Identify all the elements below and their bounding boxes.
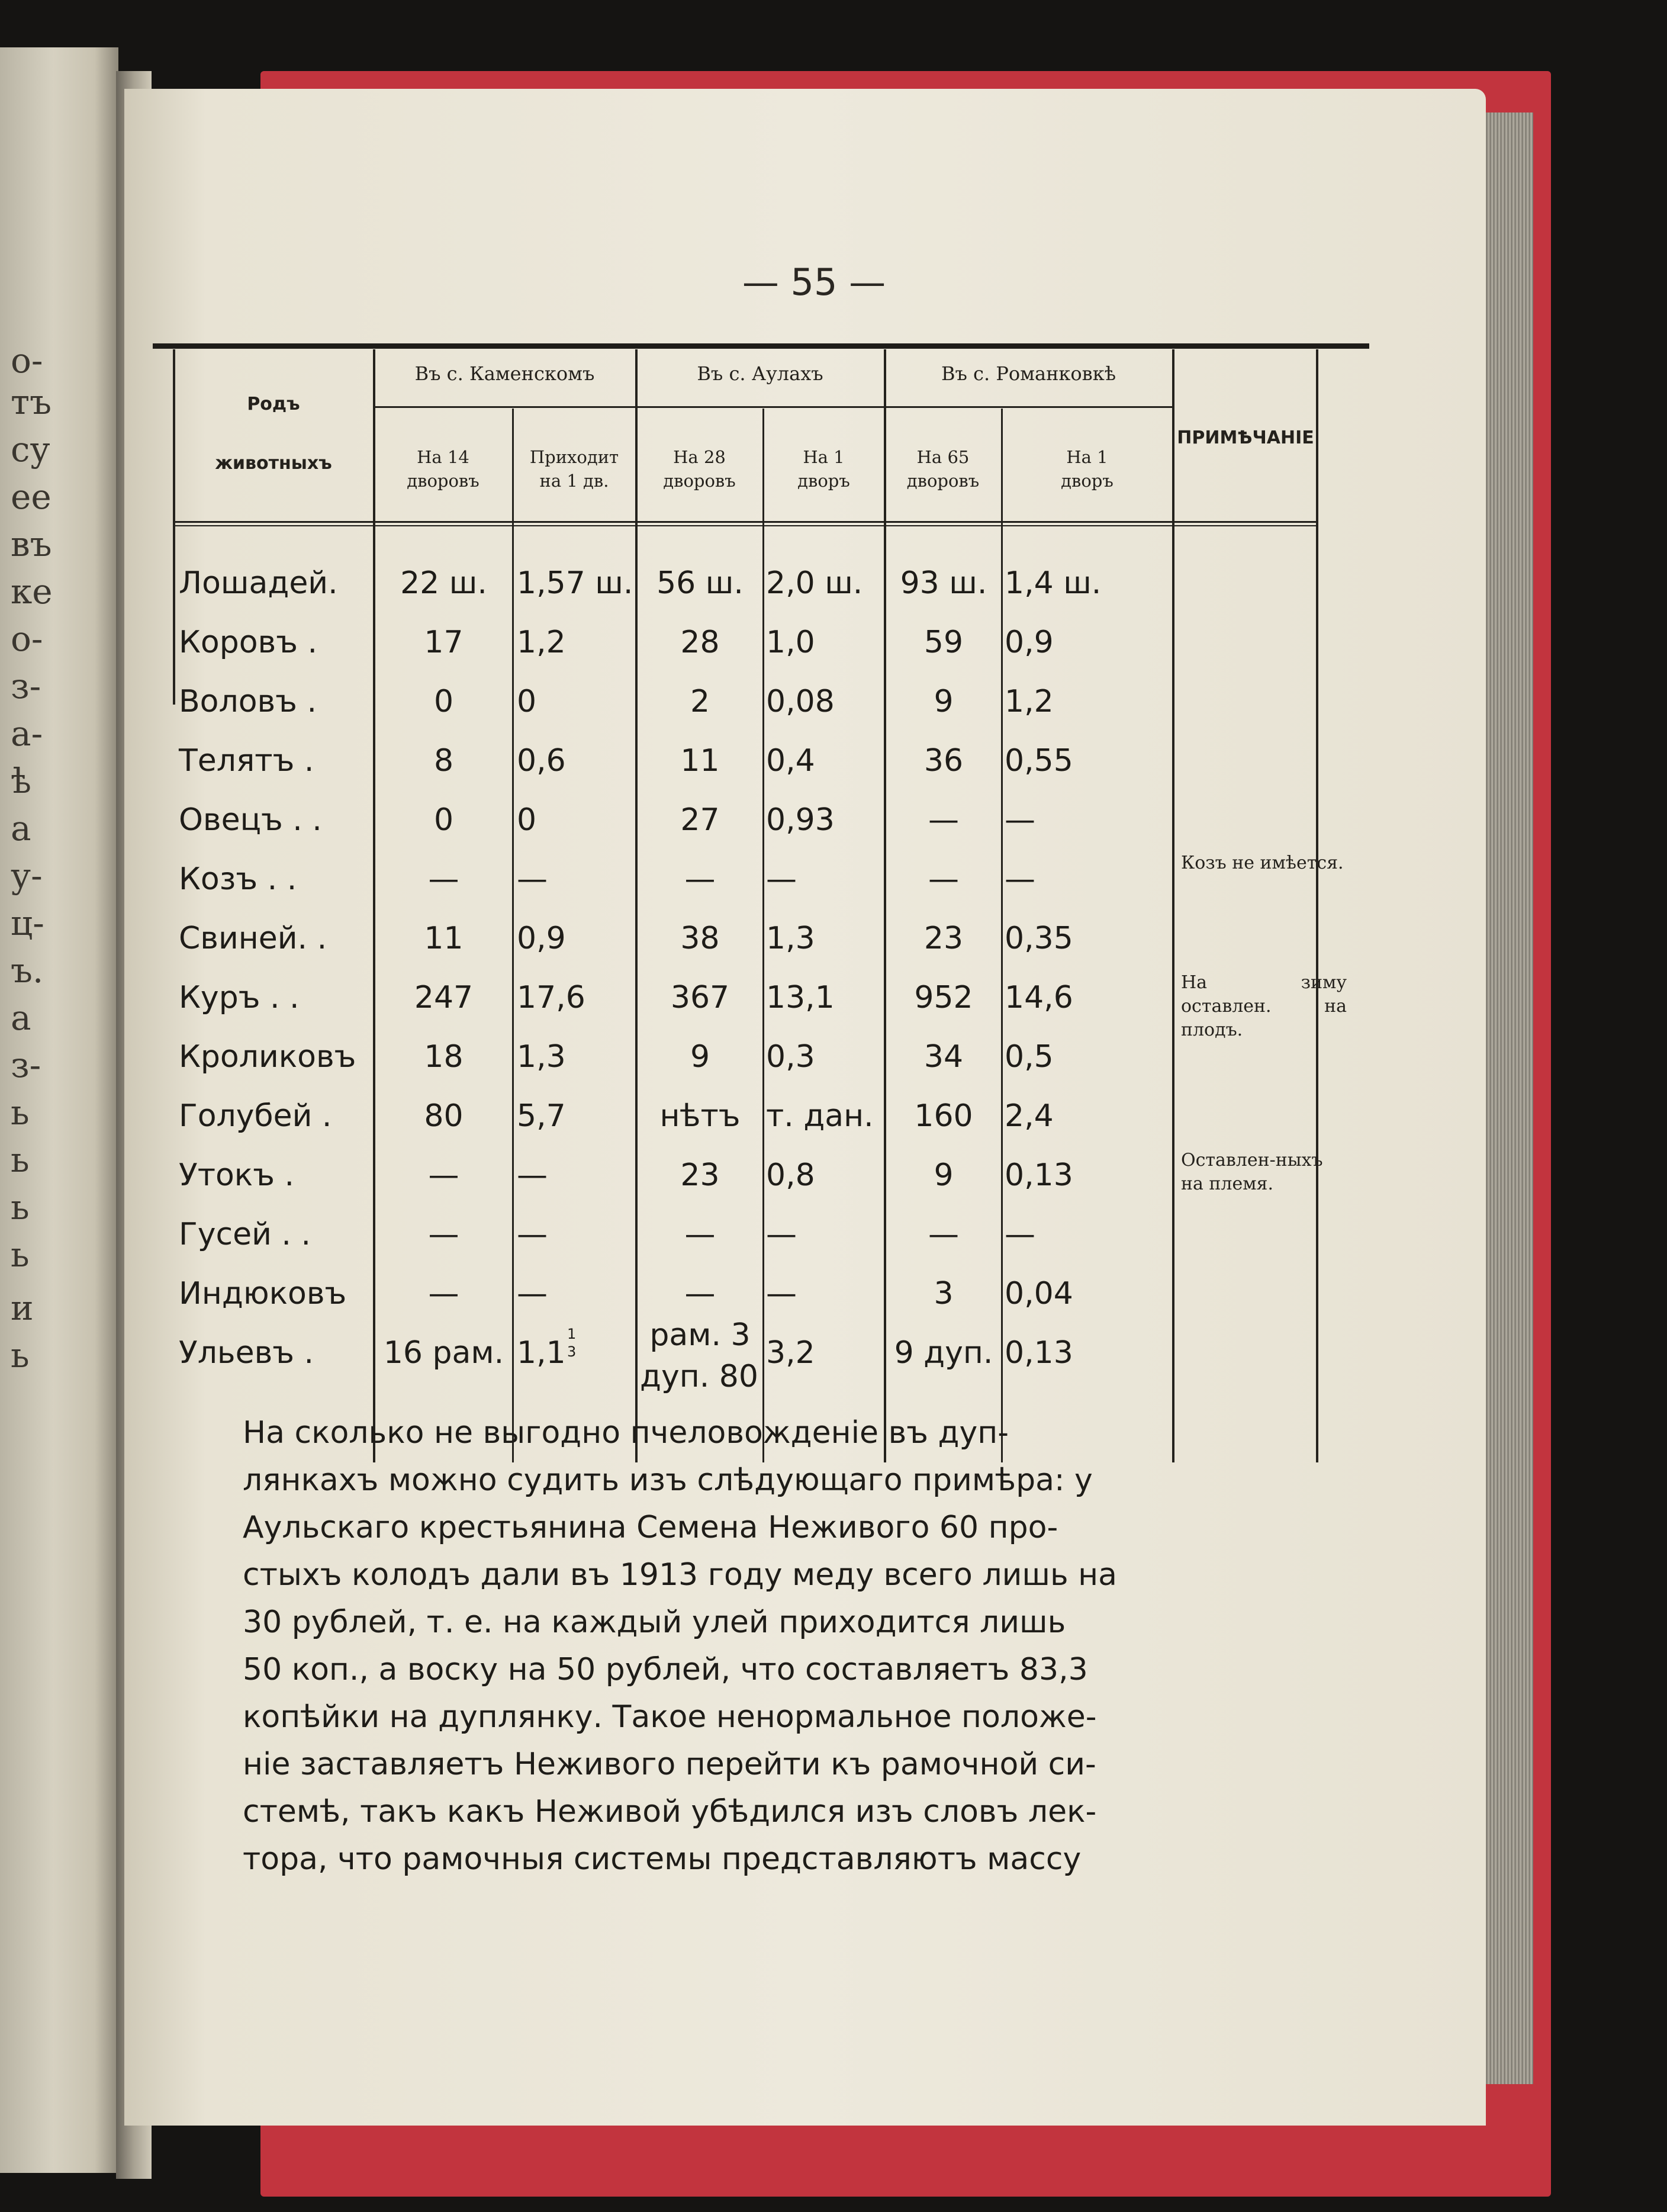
kamensk-per-yard: 1,1 [517,1335,566,1371]
auly-total: 2 [690,684,710,719]
left-page [0,47,118,2173]
row-label: Утокъ . [179,1158,294,1193]
header-village-kamenskoe: Въ с. Каменскомъ [414,362,595,385]
paragraph-line: тора, что рамочныя системы представляютъ массу [243,1841,1082,1877]
fraction-denominator: 3 [567,1343,577,1360]
kamensk-total: 17 [424,625,464,660]
kamensk-total: 8 [433,743,454,779]
row-label: Ульевъ . [179,1335,314,1371]
left-page-fragment: ѣ [11,761,31,801]
header-animal-kind-1: Родъ [247,394,300,414]
auly-total: нѣтъ [659,1098,741,1134]
kamensk-total: 16 рам. [383,1335,504,1371]
romankovka-total: 9 [934,684,954,719]
auly-total: 11 [680,743,720,779]
left-page-fragment: ке [11,571,53,612]
romankovka-total: — [928,802,959,838]
table-right-border [1316,349,1318,1462]
kamensk-total: 80 [424,1098,464,1134]
auly-total: рам. 3 [649,1317,751,1353]
subheader-cell: На 14 дворовъ [407,447,479,491]
kamensk-per-yard: 0,9 [517,921,566,956]
fraction-numerator: 1 [567,1326,577,1342]
kamensk-per-yard: 1,57 ш. [517,565,633,601]
row-label: Телятъ . [179,743,314,779]
kamensk-per-yard: 5,7 [517,1098,566,1134]
auly-total: 23 [680,1158,720,1193]
row-label: Кроликовъ [179,1039,356,1075]
kamensk-total: — [428,1158,459,1193]
note-goats: Козъ не имѣется. [1181,853,1344,873]
kamensk-total: — [428,861,459,897]
romankovka-total: 160 [914,1098,973,1134]
header-animal-kind-2: животныхъ [215,453,332,474]
row-label: Воловъ . [179,684,317,719]
page-content [142,89,1480,2126]
kamensk-per-yard: 1,3 [517,1039,566,1075]
auly-total: 56 ш. [656,565,744,601]
auly-per-yard: — [766,1217,797,1252]
auly-per-yard: 0,8 [766,1158,815,1193]
romankovka-total: 9 дуп. [894,1335,993,1371]
kamensk-per-yard: 17,6 [517,980,585,1015]
table-header-rule [173,521,1316,523]
auly-total: 27 [680,802,720,838]
auly-total: — [684,861,716,897]
left-page-fragment: з- [11,666,41,706]
kamensk-total: — [428,1276,459,1311]
left-page-fragment: о- [11,619,43,659]
paragraph-line: лянкахъ можно судить изъ слѣдующаго примѣра: у [243,1462,1093,1498]
auly-total: 38 [680,921,720,956]
romankovka-per-yard: — [1005,861,1035,897]
romankovka-per-yard: 1,4 ш. [1005,565,1102,601]
row-label: Индюковъ [179,1276,347,1311]
page-number: — 55 — [742,261,886,304]
auly-total: 367 [670,980,730,1015]
romankovka-per-yard: 0,13 [1005,1335,1073,1371]
auly-per-yard: т. дан. [766,1098,874,1134]
auly-per-yard: — [766,1276,797,1311]
left-page-fragment: ь [11,1140,30,1180]
paragraph-line: 50 коп., а воску на 50 рублей, что составляетъ 83,3 [243,1652,1088,1687]
romankovka-per-yard: 0,55 [1005,743,1073,779]
auly-per-yard: 0,93 [766,802,835,838]
left-page-fragment: ь [11,1092,30,1133]
romankovka-per-yard: 14,6 [1005,980,1073,1015]
paragraph-line: стемѣ, такъ какъ Неживой убѣдился изъ словъ лек- [243,1794,1097,1830]
romankovka-total: 9 [934,1158,954,1193]
kamensk-per-yard: — [517,1217,548,1252]
auly-total: — [684,1217,716,1252]
auly-total: — [684,1276,716,1311]
romankovka-total: 23 [923,921,964,956]
village-subheader-rule [373,406,1172,408]
auly-per-yard: 0,08 [766,684,835,719]
ulyev-dup-value: дуп. 80 [640,1359,758,1394]
romankovka-per-yard: 2,4 [1005,1098,1054,1134]
left-page-fragment: у- [11,856,43,896]
paragraph-line: ніе заставляетъ Неживого перейти къ рамочной си- [243,1747,1096,1782]
romankovka-total: 3 [934,1276,954,1311]
table-top-rule [153,343,1369,349]
romankovka-per-yard: 0,9 [1005,625,1054,660]
romankovka-total: 59 [923,625,964,660]
left-page-fragment: а [11,998,31,1038]
kamensk-per-yard: — [517,1276,548,1311]
subheader-cell: На 1 дворъ [1061,447,1114,491]
row-label: Овецъ . . [179,802,322,838]
auly-per-yard: 3,2 [766,1335,815,1371]
kamensk-total: 0 [433,802,454,838]
kamensk-total: 0 [433,684,454,719]
left-page-fragment: ь [11,1187,30,1227]
left-page-fragment: ь [11,1335,30,1375]
kamensk-per-yard: 0 [517,802,537,838]
row-label: Голубей . [179,1098,332,1134]
left-page-fragment: и [11,1288,34,1328]
note-chickens: На зиму оставлен. на плодъ. [1181,972,1347,1040]
paragraph-line: На сколько не выгодно пчеловожденіе въ дуп- [243,1415,1009,1451]
auly-per-yard: 2,0 ш. [766,565,863,601]
row-label: Свиней. . [179,921,327,956]
romankovka-per-yard: — [1005,802,1035,838]
paragraph-line: копѣйки на дуплянку. Такое ненормальное положе- [243,1699,1097,1735]
left-page-fragment: ъ. [11,950,44,991]
header-village-auly: Въ с. Аулахъ [697,362,823,385]
paragraph-line: 30 рублей, т. е. на каждый улей приходится лишь [243,1605,1066,1640]
left-page-fragment: тъ [11,382,52,422]
table-header-rule-double [173,525,1316,526]
row-label: Гусей . . [179,1217,311,1252]
romankovka-per-yard: 0,5 [1005,1039,1054,1075]
romankovka-per-yard: 0,35 [1005,921,1073,956]
header-note: ПРИМѢЧАНІЕ [1177,427,1314,448]
kamensk-per-yard: — [517,861,548,897]
kamensk-per-yard: 1,2 [517,625,566,660]
subheader-cell: На 1 дворъ [797,447,850,491]
col-divider [1172,349,1174,1462]
left-page-fragment: въ [11,524,52,564]
left-page-fragment: ь [11,1234,30,1275]
subheader-cell: Приходит на 1 дв. [529,447,619,491]
kamensk-total: 22 ш. [400,565,487,601]
left-page-fragment: ц- [11,903,44,943]
row-label: Козъ . . [179,861,297,897]
kamensk-per-yard: 0,6 [517,743,566,779]
auly-total: 9 [690,1039,710,1075]
auly-per-yard: 0,3 [766,1039,815,1075]
header-village-romankovka: Въ с. Романковкѣ [941,362,1116,385]
subheader-cell: На 28 дворовъ [663,447,736,491]
romankovka-per-yard: 0,13 [1005,1158,1073,1193]
row-label: Коровъ . [179,625,317,660]
auly-per-yard: 0,4 [766,743,815,779]
row-label: Куръ . . [179,980,300,1015]
romankovka-total: 952 [914,980,973,1015]
romankovka-per-yard: — [1005,1217,1035,1252]
romankovka-total: — [928,1217,959,1252]
body-paragraph [243,1409,1344,1883]
kamensk-per-yard: 0 [517,684,537,719]
left-page-fragment: о- [11,340,43,381]
left-page-fragment: су [11,429,50,470]
kamensk-per-yard: — [517,1158,548,1193]
paragraph-line: стыхъ колодъ дали въ 1913 году меду всего лишь на [243,1557,1118,1593]
kamensk-total: 11 [424,921,464,956]
left-page-fragment: а [11,808,31,848]
romankovka-per-yard: 1,2 [1005,684,1054,719]
auly-per-yard: — [766,861,797,897]
note-ducks: Оставлен-ныхъ на племя. [1181,1150,1323,1194]
romankovka-total: 34 [923,1039,964,1075]
kamensk-total: 247 [414,980,474,1015]
left-page-fragment: а- [11,713,43,754]
paragraph-line: Аульскаго крестьянина Семена Неживого 60 про- [243,1510,1058,1545]
auly-per-yard: 13,1 [766,980,835,1015]
romankovka-total: 93 ш. [900,565,987,601]
row-label: Лошадей. [179,565,338,601]
auly-per-yard: 1,3 [766,921,815,956]
table-left-border [173,349,175,705]
subheader-cell: На 65 дворовъ [906,447,980,491]
romankovka-per-yard: 0,04 [1005,1276,1073,1311]
kamensk-total: — [428,1217,459,1252]
left-page-fragment: з- [11,1045,41,1085]
left-page-fragment: ее [11,477,52,517]
romankovka-total: — [928,861,959,897]
auly-per-yard: 1,0 [766,625,815,660]
kamensk-total: 18 [424,1039,464,1075]
auly-total: 28 [680,625,720,660]
romankovka-total: 36 [923,743,964,779]
